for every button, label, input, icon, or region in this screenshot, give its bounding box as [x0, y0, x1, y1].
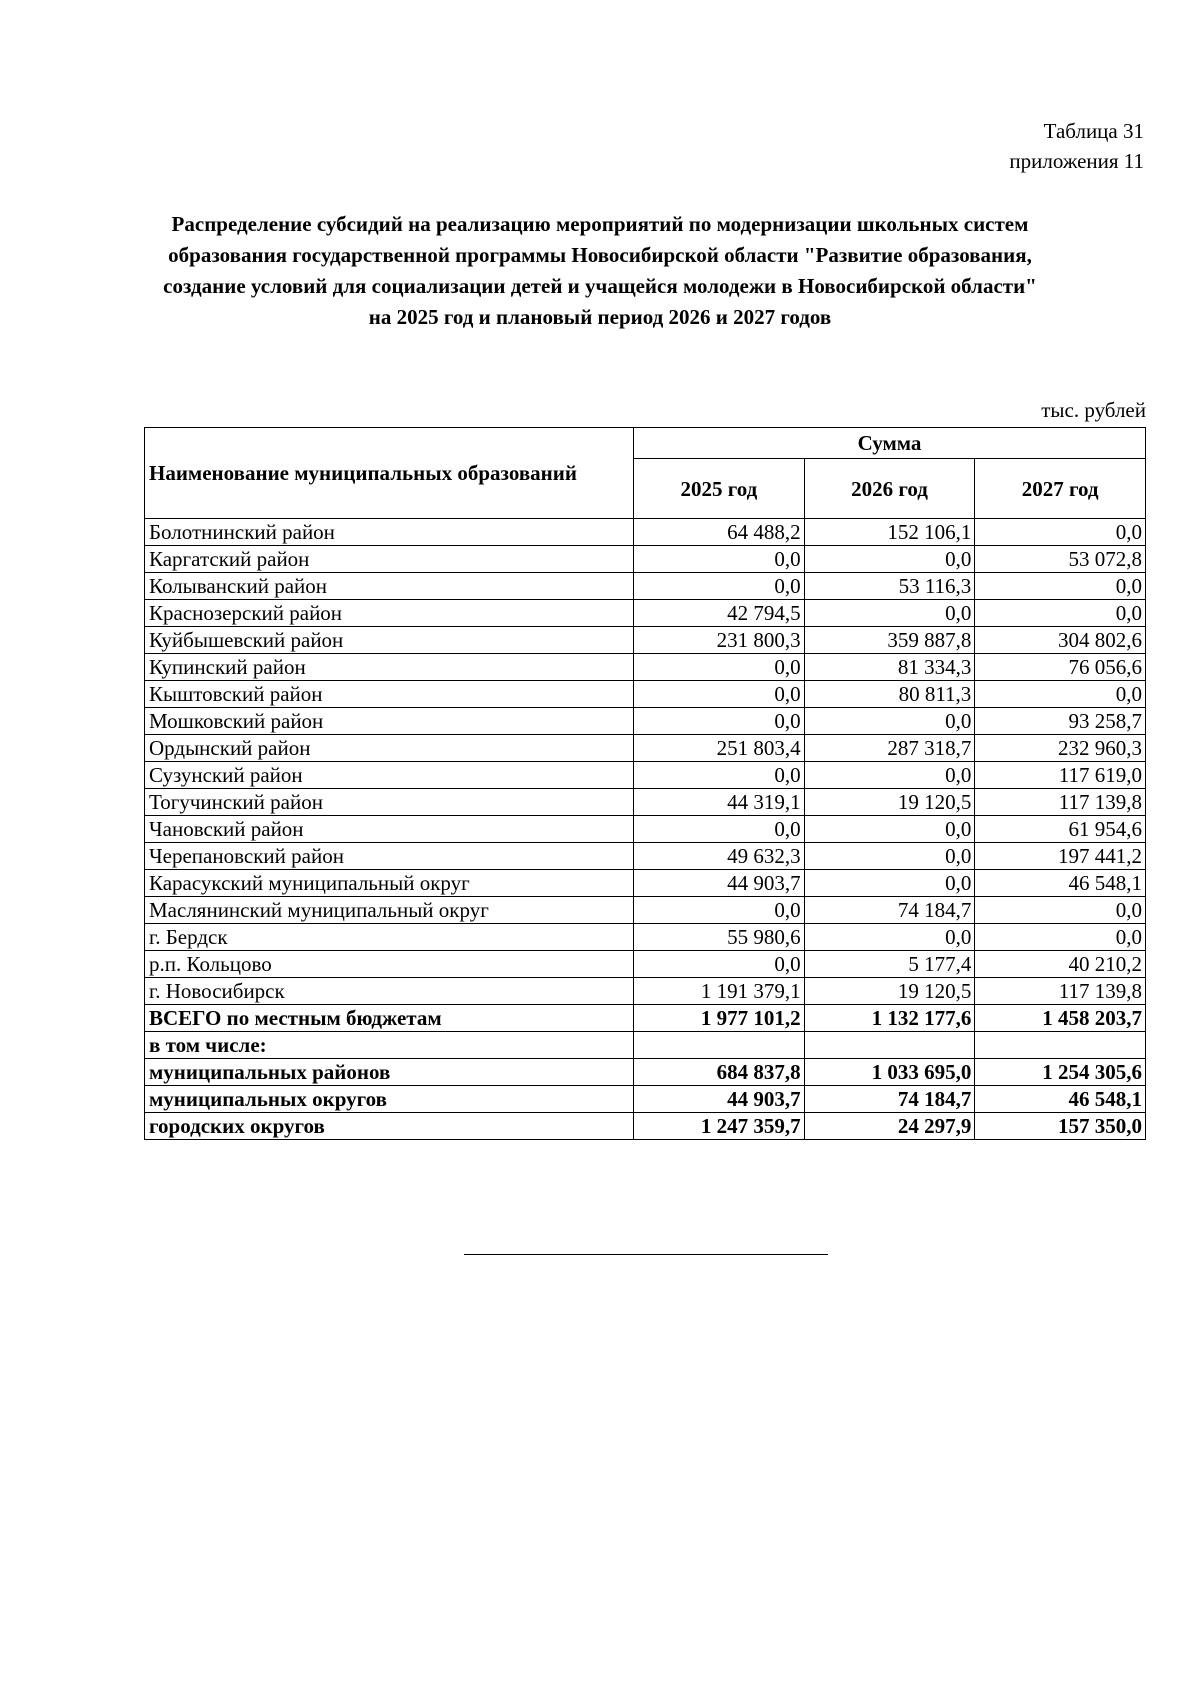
- value-2026: 0,0: [804, 762, 975, 789]
- table-row: [145, 1032, 1146, 1059]
- value-2027: 232 960,3: [975, 735, 1146, 762]
- table-row: [145, 897, 1146, 924]
- table-row: [145, 924, 1146, 951]
- title-line-4: на 2025 год и плановый период 2026 и 2027 годов: [368, 305, 832, 329]
- header-year-2026: 2026 год: [804, 459, 975, 519]
- table-row: [145, 1113, 1146, 1140]
- row-name: г. Бердск: [145, 924, 634, 951]
- table-row: [145, 870, 1146, 897]
- table-row: [145, 600, 1146, 627]
- value-2027: 197 441,2: [975, 843, 1146, 870]
- value-2027: 0,0: [975, 573, 1146, 600]
- value-2025: 1 977 101,2: [634, 1005, 805, 1032]
- value-2025: 0,0: [634, 951, 805, 978]
- value-2025: 42 794,5: [634, 600, 805, 627]
- row-name: Ордынский район: [145, 735, 634, 762]
- row-name: Кыштовский район: [145, 681, 634, 708]
- value-2026: 5 177,4: [804, 951, 975, 978]
- value-2026: 0,0: [804, 843, 975, 870]
- value-2027: 53 072,8: [975, 546, 1146, 573]
- value-2025: 0,0: [634, 816, 805, 843]
- value-2026: 0,0: [804, 600, 975, 627]
- title-line-1: Распределение субсидий на реализацию мероприятий по модернизации школьных систем: [171, 212, 1029, 236]
- row-name: в том числе:: [145, 1032, 634, 1059]
- value-2027: 0,0: [975, 897, 1146, 924]
- value-2025: 0,0: [634, 654, 805, 681]
- header-municipality-name: Наименование муниципальных образований: [145, 428, 634, 519]
- value-2025: 0,0: [634, 708, 805, 735]
- row-name: Каргатский район: [145, 546, 634, 573]
- value-2027: 61 954,6: [975, 816, 1146, 843]
- value-2026: 81 334,3: [804, 654, 975, 681]
- value-2027: 76 056,6: [975, 654, 1146, 681]
- value-2027: 93 258,7: [975, 708, 1146, 735]
- value-2027: [975, 1032, 1146, 1059]
- value-2025: 44 903,7: [634, 1086, 805, 1113]
- table-row: [145, 1086, 1146, 1113]
- row-name: Купинский район: [145, 654, 634, 681]
- value-2025: 55 980,6: [634, 924, 805, 951]
- table-row: [145, 816, 1146, 843]
- value-2025: 0,0: [634, 546, 805, 573]
- header-sum: Сумма: [634, 428, 1146, 459]
- value-2025: 44 903,7: [634, 870, 805, 897]
- table-row: [145, 789, 1146, 816]
- value-2025: 1 247 359,7: [634, 1113, 805, 1140]
- value-2027: 1 458 203,7: [975, 1005, 1146, 1032]
- row-name: г. Новосибирск: [145, 978, 634, 1005]
- table-row: [145, 762, 1146, 789]
- table-reference: [1009, 116, 1144, 176]
- value-2027: 0,0: [975, 600, 1146, 627]
- table-row: [145, 681, 1146, 708]
- value-2025: 0,0: [634, 762, 805, 789]
- value-2025: 251 803,4: [634, 735, 805, 762]
- value-2027: 0,0: [975, 519, 1146, 546]
- value-2026: 0,0: [804, 708, 975, 735]
- value-2027: 1 254 305,6: [975, 1059, 1146, 1086]
- document-title: [140, 209, 1060, 333]
- value-2027: 46 548,1: [975, 1086, 1146, 1113]
- value-2026: 1 132 177,6: [804, 1005, 975, 1032]
- appendix-number: приложения 11: [1009, 149, 1144, 173]
- table-row: [145, 843, 1146, 870]
- value-2027: 0,0: [975, 681, 1146, 708]
- value-2026: 24 297,9: [804, 1113, 975, 1140]
- subsidy-table: [144, 427, 1146, 1140]
- row-name: Мошковский район: [145, 708, 634, 735]
- row-name: муниципальных округов: [145, 1086, 634, 1113]
- value-2025: 0,0: [634, 573, 805, 600]
- value-2025: [634, 1032, 805, 1059]
- row-name: Куйбышевский район: [145, 627, 634, 654]
- value-2026: 0,0: [804, 546, 975, 573]
- row-name: Черепановский район: [145, 843, 634, 870]
- row-name: муниципальных районов: [145, 1059, 634, 1086]
- value-2027: 157 350,0: [975, 1113, 1146, 1140]
- table-row: [145, 573, 1146, 600]
- table-row: [145, 546, 1146, 573]
- table-row: [145, 735, 1146, 762]
- row-name: Краснозерский район: [145, 600, 634, 627]
- row-name: Чановский район: [145, 816, 634, 843]
- table-row: [145, 708, 1146, 735]
- table-row: [145, 1005, 1146, 1032]
- table-row: [145, 627, 1146, 654]
- value-2026: 0,0: [804, 924, 975, 951]
- value-2026: 0,0: [804, 816, 975, 843]
- value-2026: 74 184,7: [804, 897, 975, 924]
- value-2027: 40 210,2: [975, 951, 1146, 978]
- value-2026: 287 318,7: [804, 735, 975, 762]
- value-2027: 46 548,1: [975, 870, 1146, 897]
- value-2026: 19 120,5: [804, 978, 975, 1005]
- header-year-2025: 2025 год: [634, 459, 805, 519]
- row-name: Колыванский район: [145, 573, 634, 600]
- row-name: Карасукский муниципальный округ: [145, 870, 634, 897]
- value-2026: 19 120,5: [804, 789, 975, 816]
- value-2026: 53 116,3: [804, 573, 975, 600]
- value-2027: 117 139,8: [975, 789, 1146, 816]
- value-2027: 0,0: [975, 924, 1146, 951]
- units-label: тыс. рублей: [1041, 398, 1146, 422]
- title-line-2: образования государственной программы Новосибирской области "Развитие образования,: [168, 243, 1032, 267]
- row-name: городских округов: [145, 1113, 634, 1140]
- value-2026: 0,0: [804, 870, 975, 897]
- end-separator-line: [464, 1254, 828, 1255]
- value-2027: 117 139,8: [975, 978, 1146, 1005]
- row-name: ВСЕГО по местным бюджетам: [145, 1005, 634, 1032]
- value-2025: 64 488,2: [634, 519, 805, 546]
- table-number: Таблица 31: [1043, 119, 1144, 143]
- value-2026: 74 184,7: [804, 1086, 975, 1113]
- value-2026: 80 811,3: [804, 681, 975, 708]
- value-2025: 0,0: [634, 681, 805, 708]
- row-name: Болотнинский район: [145, 519, 634, 546]
- table-row: [145, 978, 1146, 1005]
- value-2025: 684 837,8: [634, 1059, 805, 1086]
- value-2025: 44 319,1: [634, 789, 805, 816]
- row-name: Маслянинский муниципальный округ: [145, 897, 634, 924]
- value-2026: 1 033 695,0: [804, 1059, 975, 1086]
- table-body: [145, 519, 1146, 1140]
- value-2025: 0,0: [634, 897, 805, 924]
- value-2025: 49 632,3: [634, 843, 805, 870]
- value-2025: 231 800,3: [634, 627, 805, 654]
- value-2026: 152 106,1: [804, 519, 975, 546]
- title-line-3: создание условий для социализации детей и учащейся молодежи в Новосибирской области": [163, 274, 1037, 298]
- table-row: [145, 951, 1146, 978]
- table-row: [145, 1059, 1146, 1086]
- row-name: Сузунский район: [145, 762, 634, 789]
- header-year-2027: 2027 год: [975, 459, 1146, 519]
- value-2026: [804, 1032, 975, 1059]
- value-2027: 304 802,6: [975, 627, 1146, 654]
- value-2026: 359 887,8: [804, 627, 975, 654]
- table-row: [145, 654, 1146, 681]
- value-2027: 117 619,0: [975, 762, 1146, 789]
- value-2025: 1 191 379,1: [634, 978, 805, 1005]
- row-name: р.п. Кольцово: [145, 951, 634, 978]
- table-row: [145, 519, 1146, 546]
- row-name: Тогучинский район: [145, 789, 634, 816]
